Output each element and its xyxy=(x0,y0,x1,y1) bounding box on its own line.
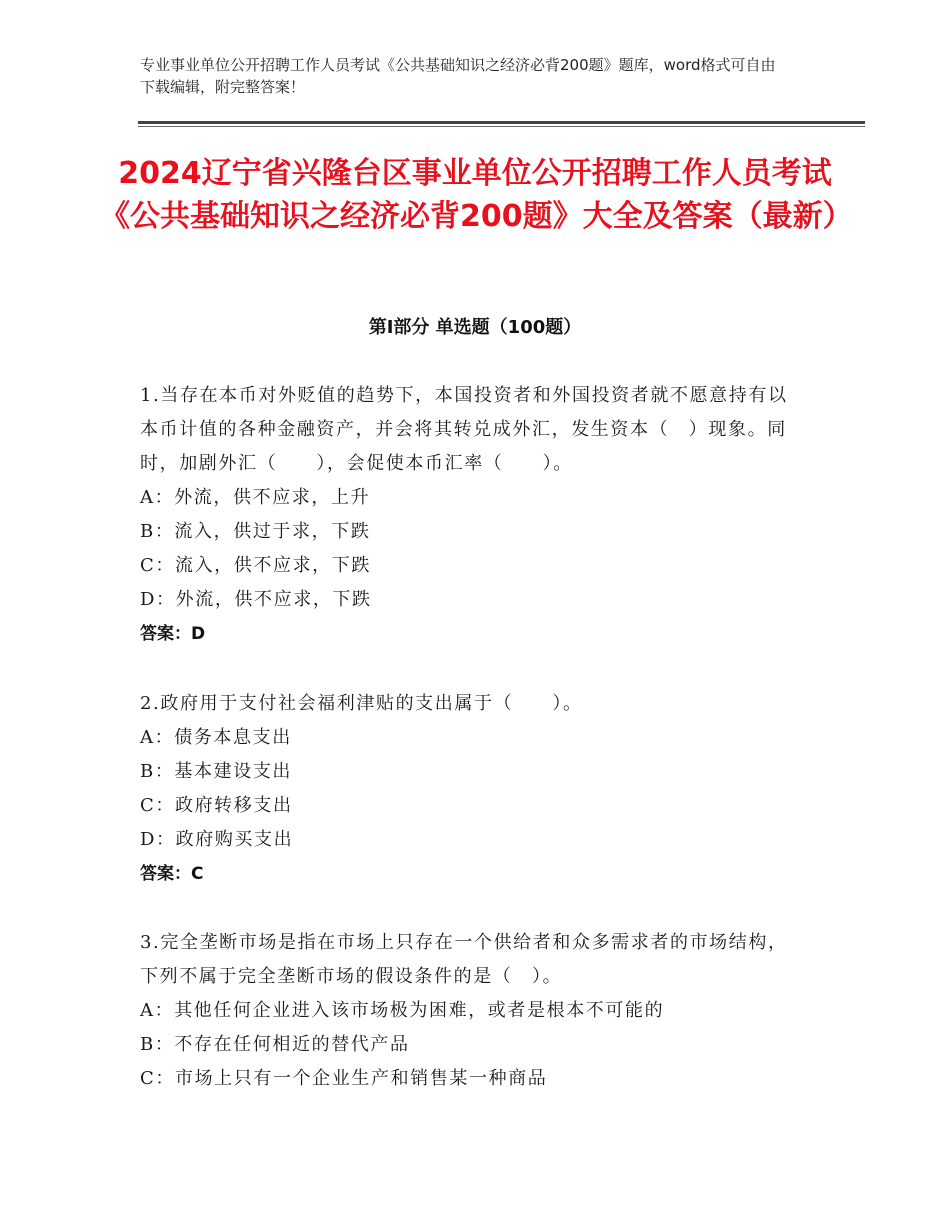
option-b: B：流入，供过于求，下跌 xyxy=(140,521,371,542)
answer: 答案：C xyxy=(140,864,204,884)
header-divider xyxy=(138,121,865,124)
option-c: C：市场上只有一个企业生产和销售某一种商品 xyxy=(140,1068,548,1089)
option-a: A：外流，供不应求，上升 xyxy=(140,487,371,508)
answer: 答案：D xyxy=(140,624,206,644)
option-c: C：政府转移支出 xyxy=(140,795,293,816)
option-d: D：政府购买支出 xyxy=(140,829,294,850)
question-3 xyxy=(140,926,800,1096)
option-d: D：外流，供不应求，下跌 xyxy=(140,589,372,610)
option-a: A：其他任何企业进入该市场极为困难，或者是根本不可能的 xyxy=(140,1000,665,1021)
header-note: 专业事业单位公开招聘工作人员考试《公共基础知识之经济必背200题》题库，word格式可自由下载编辑，附完整答案！ xyxy=(140,56,776,96)
question-stem: 1.当存在本币对外贬值的趋势下，本国投资者和外国投资者就不愿意持有以本币计值的各种金融资产，并会将其转兑成外汇，发生资本（ ）现象。同时，加剧外汇（ ），会促使本币汇率（ ）。 xyxy=(140,385,788,474)
header-divider-thin xyxy=(138,126,865,127)
question-1 xyxy=(140,379,800,651)
document-title: 2024辽宁省兴隆台区事业单位公开招聘工作人员考试《公共基础知识之经济必背200题》大全及答案（最新） xyxy=(100,156,853,234)
option-b: B：不存在任何相近的替代产品 xyxy=(140,1034,410,1055)
option-a: A：债务本息支出 xyxy=(140,727,292,748)
question-stem: 3.完全垄断市场是指在市场上只存在一个供给者和众多需求者的市场结构，下列不属于完全垄断市场的假设条件的是（ ）。 xyxy=(140,932,788,987)
question-stem: 2.政府用于支付社会福利津贴的支出属于（ ）。 xyxy=(140,693,583,714)
section-title: 第I部分 单选题（100题） xyxy=(368,317,582,338)
option-b: B：基本建设支出 xyxy=(140,761,293,782)
option-c: C：流入，供不应求，下跌 xyxy=(140,555,371,576)
question-2 xyxy=(140,687,800,891)
